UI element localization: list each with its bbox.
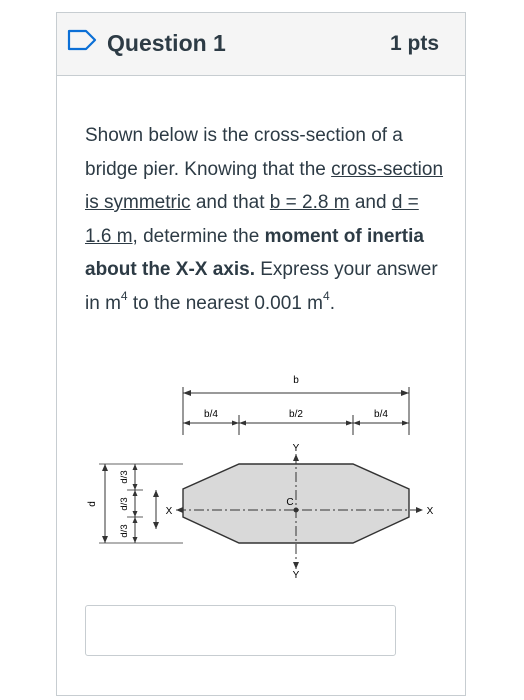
question-text-d-value: d = 1.6 m [85, 192, 419, 247]
axis-label-x-left: X [165, 506, 173, 517]
question-text [85, 119, 445, 320]
centroid-label: C [286, 497, 294, 508]
question-card [56, 12, 466, 696]
axis-label-y-top: Y [292, 443, 300, 454]
question-text-underlined: cross-section is symmetric [85, 158, 444, 213]
answer-input[interactable] [85, 605, 396, 656]
question-points: 1 pts [389, 32, 439, 55]
dim-label-d3-mid: d/3 [119, 497, 130, 511]
dim-label-d: d [87, 501, 98, 507]
axis-label-y-bottom: Y [292, 570, 300, 581]
question-text-part: Express your answer in m [85, 259, 438, 314]
dim-label-b4-right: b/4 [374, 409, 388, 420]
question-text-part: , determine the [132, 225, 265, 247]
question-header [57, 13, 465, 76]
question-text-part: and that [190, 192, 270, 213]
question-title: Question 1 [107, 30, 226, 56]
question-text-part: and [349, 192, 392, 213]
dim-label-d3-bottom: d/3 [119, 524, 130, 538]
centroid-marker [294, 508, 299, 513]
dim-label-b4-left: b/4 [204, 409, 218, 420]
question-text-bold: moment of inertia about the X-X axis. [85, 225, 424, 280]
dim-label-b2: b/2 [289, 409, 303, 420]
flag-question-icon[interactable] [67, 29, 97, 51]
question-text-part: to the nearest 0.001 m [127, 292, 323, 314]
cross-section-figure [83, 371, 443, 586]
dim-label-d3-top: d/3 [119, 470, 130, 484]
question-text-part: . [329, 292, 335, 314]
question-text-superscript: 4 [323, 288, 330, 303]
dim-label-b: b [293, 375, 299, 386]
axis-label-x-right: X [426, 506, 434, 517]
question-text-superscript: 4 [120, 288, 128, 303]
question-text-part: Shown below is the cross-section of a bridge pier. Knowing that the [85, 125, 403, 180]
question-text-b-value: b = 2.8 m [269, 192, 350, 213]
